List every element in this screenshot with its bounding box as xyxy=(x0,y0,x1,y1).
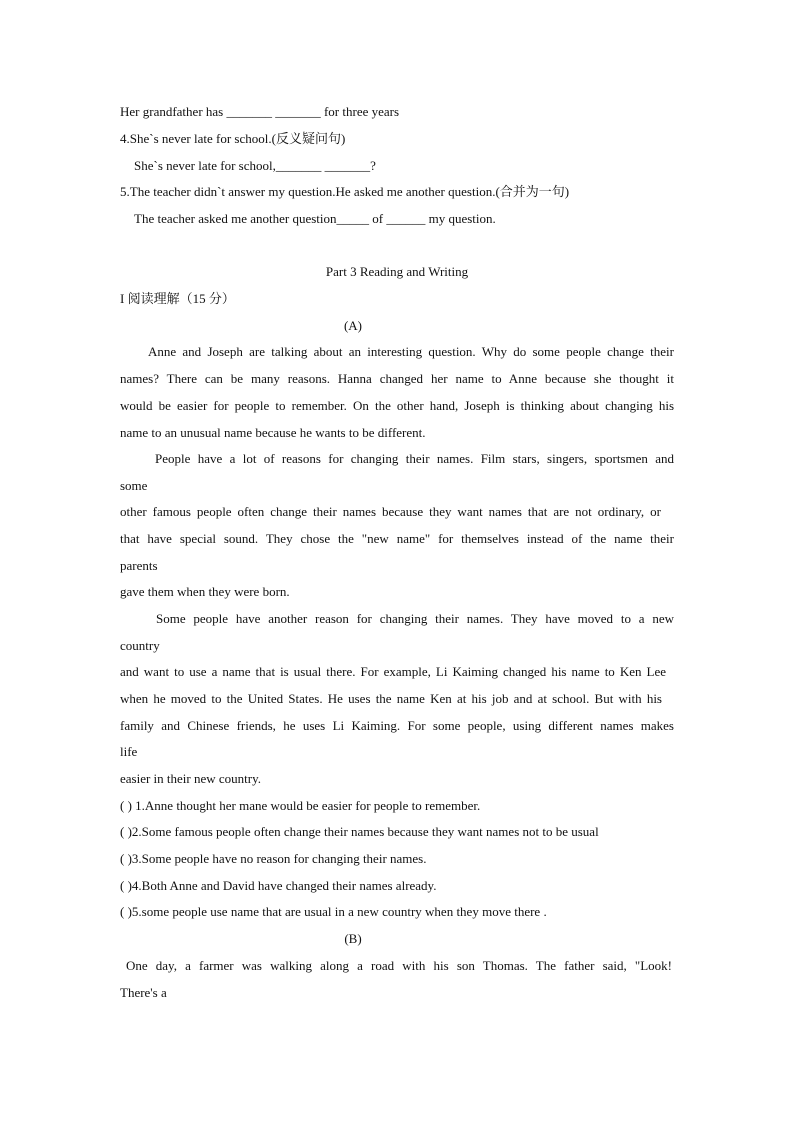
passage-a-line: Anne and Joseph are talking about an interesting question. Why do some people change their xyxy=(148,344,674,359)
passage-a-line: parents xyxy=(120,558,158,573)
passage-a-line: gave them when they were born. xyxy=(120,584,290,599)
passage-a-line: when he moved to the United States. He uses the name Ken at his job and at school. But with his xyxy=(120,691,662,706)
passage-a-line: easier in their new country. xyxy=(120,771,262,786)
exercise-item-3-answer: Her grandfather has _______ _______ for three years xyxy=(120,104,400,119)
question-item: ( )3.Some people have no reason for changing their names. xyxy=(120,851,427,866)
passage-a-line: names? There can be many reasons. Hanna changed her name to Anne because she thought it xyxy=(120,371,674,386)
part-title: Part 3 Reading and Writing xyxy=(325,264,469,279)
passage-a-line: Some people have another reason for changing their names. They have moved to a new xyxy=(156,611,674,626)
passage-a-line: would be easier for people to remember. On the other hand, Joseph is thinking about changing his xyxy=(120,398,674,413)
section-title: I 阅读理解（15 分） xyxy=(120,291,235,306)
passage-a-line: name to an unusual name because he wants to be different. xyxy=(120,425,426,440)
passage-a-line: People have a lot of reasons for changing their names. Film stars, singers, sportsmen and xyxy=(155,451,674,466)
passage-b-line: One day, a farmer was walking along a road with his son Thomas. The father said, "Look! xyxy=(126,958,672,973)
exercise-item-5-prompt: 5.The teacher didn`t answer my question.He asked me another question.(合并为一句) xyxy=(120,184,570,199)
question-item: ( ) 1.Anne thought her mane would be easier for people to remember. xyxy=(120,798,481,813)
passage-a-line: country xyxy=(120,638,160,653)
passage-a-line: and want to use a name that is usual there. For example, Li Kaiming changed his name to Ken Lee xyxy=(120,664,666,679)
exercise-item-4-prompt: 4.She`s never late for school.(反义疑问句) xyxy=(120,131,346,146)
passage-a-line: life xyxy=(120,744,138,759)
passage-a-line: that have special sound. They chose the "new name" for themselves instead of the name their xyxy=(120,531,674,546)
passage-b-label: (B) xyxy=(344,931,362,946)
exercise-item-4-answer: She`s never late for school,_______ _______? xyxy=(134,158,376,173)
question-item: ( )5.some people use name that are usual in a new country when they move there . xyxy=(120,904,547,919)
exercise-item-5-answer: The teacher asked me another question_____ of ______ my question. xyxy=(134,211,496,226)
passage-b-line: There's a xyxy=(120,985,167,1000)
passage-a-line: some xyxy=(120,478,148,493)
passage-a-line: other famous people often change their names because they want names that are not ordinary, or xyxy=(120,504,661,519)
passage-a-line: family and Chinese friends, he uses Li Kaiming. For some people, using different names makes xyxy=(120,718,674,733)
question-item: ( )2.Some famous people often change their names because they want names not to be usual xyxy=(120,824,599,839)
passage-a-label: (A) xyxy=(343,318,363,333)
question-item: ( )4.Both Anne and David have changed their names already. xyxy=(120,878,437,893)
